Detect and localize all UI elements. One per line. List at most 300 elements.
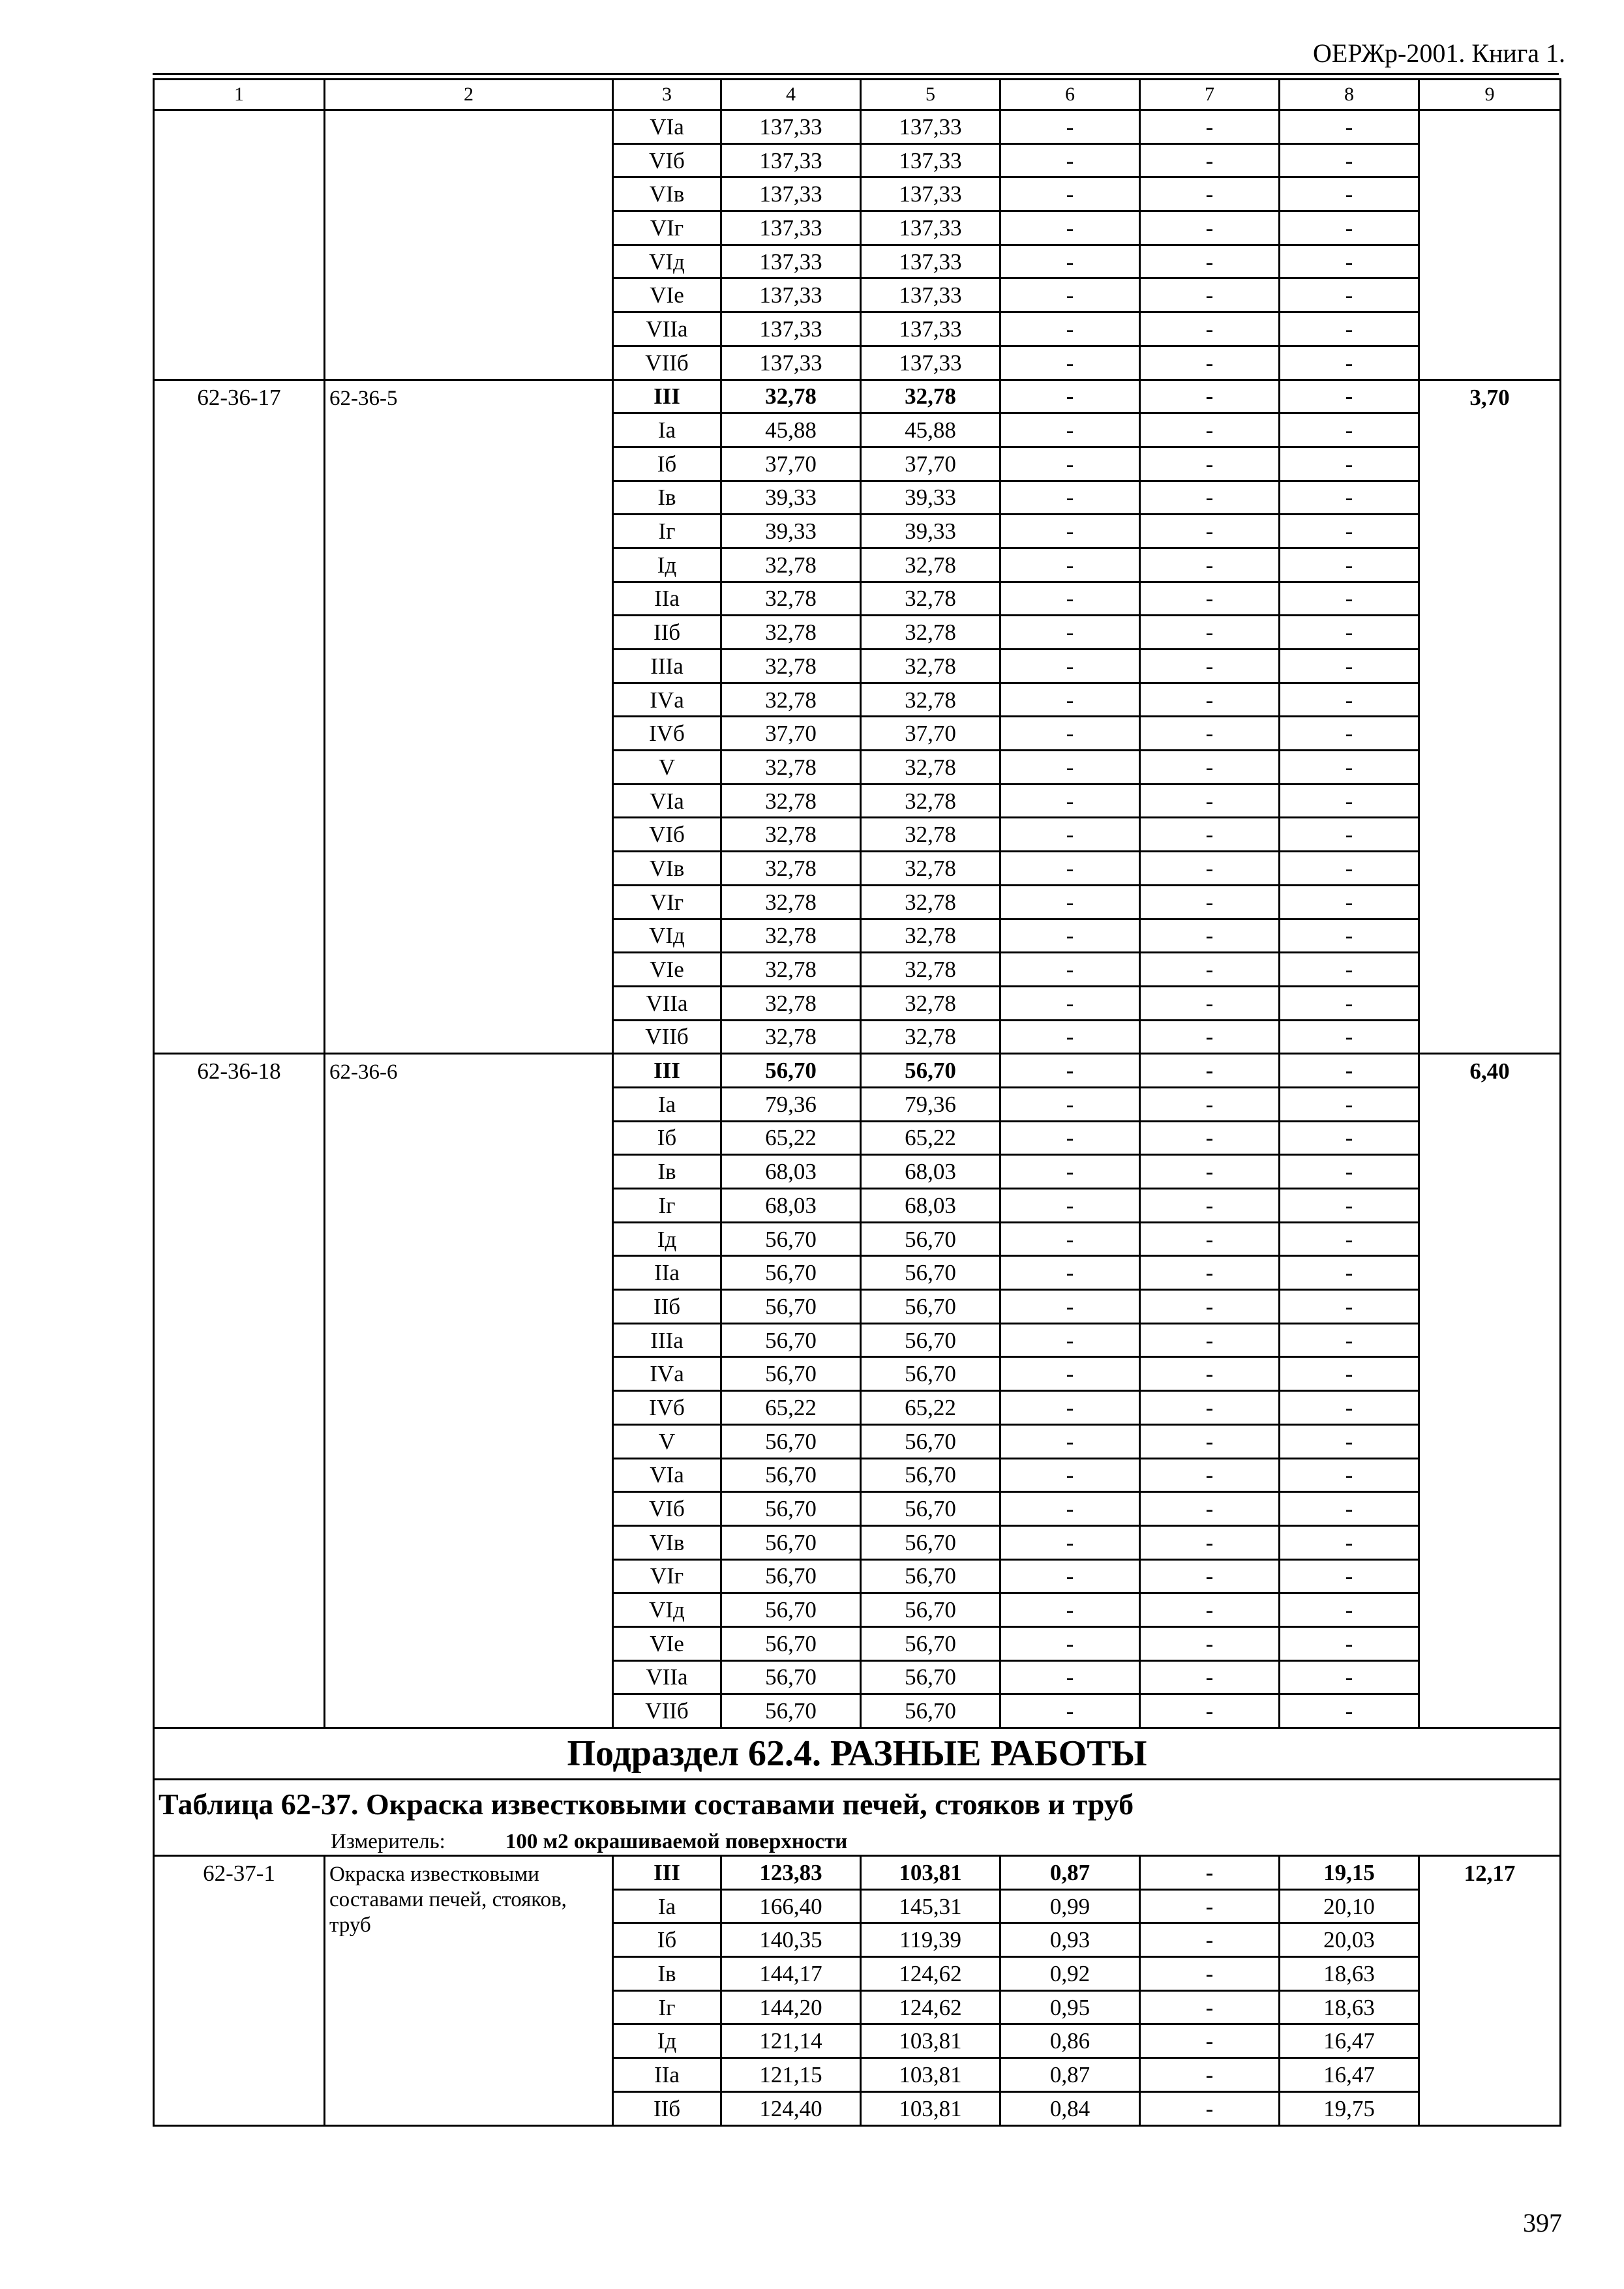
value-cell: - [1280, 211, 1419, 245]
value-cell: 137,33 [861, 177, 1000, 211]
value-cell: 32,78 [721, 953, 861, 987]
value-cell: - [1280, 312, 1419, 346]
zone-cell: VIа [613, 110, 721, 144]
column-number: 7 [1140, 80, 1280, 110]
value-cell: - [1280, 278, 1419, 312]
value-cell: - [1140, 380, 1280, 413]
value-cell: - [1140, 1923, 1280, 1957]
column9-cell: 3,70 [1419, 380, 1561, 1054]
value-cell: 140,35 [721, 1923, 861, 1957]
rate-code-cell: 62-37-1 [154, 1856, 325, 2126]
value-cell: - [1280, 380, 1419, 413]
rate-code-cell [154, 110, 325, 380]
value-cell: - [1140, 2091, 1280, 2125]
value-cell: - [1140, 1957, 1280, 1991]
value-cell: 56,70 [861, 1290, 1000, 1324]
value-cell: - [1140, 1694, 1280, 1728]
value-cell: - [1140, 953, 1280, 987]
zone-cell: VIг [613, 211, 721, 245]
value-cell: - [1280, 1121, 1419, 1155]
value-cell: - [1280, 953, 1419, 987]
value-cell: 16,47 [1280, 2024, 1419, 2058]
zone-cell: IVб [613, 717, 721, 751]
column9-cell: 6,40 [1419, 1054, 1561, 1728]
value-cell: - [1280, 1660, 1419, 1694]
value-cell: 65,22 [861, 1391, 1000, 1425]
value-cell: - [1280, 1020, 1419, 1054]
value-cell: - [1140, 177, 1280, 211]
value-cell: 137,33 [721, 312, 861, 346]
value-cell: 20,10 [1280, 1889, 1419, 1923]
value-cell: 56,70 [721, 1424, 861, 1458]
value-cell: 32,78 [861, 616, 1000, 650]
zone-cell: VIв [613, 852, 721, 886]
value-cell: - [1140, 1087, 1280, 1121]
zone-cell: VIе [613, 278, 721, 312]
value-cell: - [1000, 1020, 1140, 1054]
value-cell: - [1140, 1290, 1280, 1324]
value-cell: - [1280, 413, 1419, 447]
value-cell: - [1280, 1323, 1419, 1357]
value-cell: 32,78 [721, 683, 861, 717]
value-cell: - [1280, 548, 1419, 582]
value-cell: - [1280, 1458, 1419, 1492]
value-cell: - [1000, 582, 1140, 616]
value-cell: - [1280, 1694, 1419, 1728]
zone-cell: Iд [613, 548, 721, 582]
value-cell: - [1280, 582, 1419, 616]
measure-label: Измеритель: [331, 1829, 445, 1853]
value-cell: - [1000, 1593, 1140, 1627]
measure-value: 100 м2 окрашиваемой поверхности [505, 1829, 848, 1853]
value-cell: - [1140, 1323, 1280, 1357]
work-name-cell: Окраска известковыми составами печей, стояков, труб [325, 1856, 613, 2126]
value-cell: - [1280, 818, 1419, 852]
value-cell: 123,83 [721, 1856, 861, 1890]
value-cell: - [1140, 211, 1280, 245]
value-cell: 56,70 [721, 1222, 861, 1256]
value-cell: - [1140, 447, 1280, 481]
value-cell: 32,78 [721, 885, 861, 919]
zone-cell: IVб [613, 1391, 721, 1425]
value-cell: 79,36 [861, 1087, 1000, 1121]
zone-cell: III [613, 380, 721, 413]
value-cell: - [1280, 885, 1419, 919]
value-cell: 145,31 [861, 1889, 1000, 1923]
value-cell: 137,33 [721, 110, 861, 144]
zone-cell: Iд [613, 1222, 721, 1256]
value-cell: - [1000, 1087, 1140, 1121]
value-cell: 32,78 [861, 548, 1000, 582]
zone-cell: IVа [613, 1357, 721, 1391]
value-cell: 137,33 [861, 346, 1000, 380]
zone-cell: III [613, 1856, 721, 1890]
value-cell: - [1000, 413, 1140, 447]
value-cell: - [1280, 1087, 1419, 1121]
value-cell: 45,88 [861, 413, 1000, 447]
zone-cell: Iв [613, 1155, 721, 1189]
value-cell: - [1140, 2058, 1280, 2092]
value-cell: 39,33 [861, 515, 1000, 548]
zone-cell: IIа [613, 582, 721, 616]
value-cell: 65,22 [861, 1121, 1000, 1155]
value-cell: - [1140, 1222, 1280, 1256]
value-cell: - [1000, 1525, 1140, 1559]
value-cell: - [1140, 1660, 1280, 1694]
value-cell: - [1140, 1559, 1280, 1593]
value-cell: - [1000, 346, 1140, 380]
zone-cell: IIб [613, 1290, 721, 1324]
value-cell: - [1000, 1290, 1140, 1324]
value-cell: 32,78 [861, 650, 1000, 683]
value-cell: 39,33 [861, 481, 1000, 515]
value-cell: 137,33 [861, 110, 1000, 144]
value-cell: - [1140, 582, 1280, 616]
zone-cell: VIIб [613, 1020, 721, 1054]
value-cell: - [1000, 1121, 1140, 1155]
value-cell: - [1000, 717, 1140, 751]
table-row [154, 380, 1561, 413]
zone-cell: VIб [613, 143, 721, 177]
value-cell: 137,33 [721, 211, 861, 245]
value-cell: 0,86 [1000, 2024, 1140, 2058]
value-cell: - [1140, 1020, 1280, 1054]
value-cell: 103,81 [861, 2091, 1000, 2125]
value-cell: 0,93 [1000, 1923, 1140, 1957]
value-cell: 56,70 [861, 1660, 1000, 1694]
value-cell: 32,78 [861, 380, 1000, 413]
value-cell: 56,70 [721, 1256, 861, 1290]
value-cell: 19,15 [1280, 1856, 1419, 1890]
value-cell: - [1000, 1222, 1140, 1256]
value-cell: 0,99 [1000, 1889, 1140, 1923]
zone-cell: IIб [613, 616, 721, 650]
column9-cell [1419, 110, 1561, 380]
value-cell: 56,70 [721, 1357, 861, 1391]
value-cell: - [1140, 2024, 1280, 2058]
value-cell: 37,70 [721, 717, 861, 751]
value-cell: 56,70 [861, 1054, 1000, 1088]
zone-cell: Iа [613, 1889, 721, 1923]
value-cell: - [1140, 1357, 1280, 1391]
value-cell: 137,33 [721, 245, 861, 278]
value-cell: - [1140, 852, 1280, 886]
value-cell: - [1000, 986, 1140, 1020]
value-cell: 56,70 [721, 1525, 861, 1559]
column-number: 6 [1000, 80, 1140, 110]
value-cell: - [1000, 143, 1140, 177]
value-cell: 137,33 [721, 346, 861, 380]
zone-cell: Iв [613, 1957, 721, 1991]
zone-cell: Iг [613, 1189, 721, 1223]
value-cell: 56,70 [861, 1559, 1000, 1593]
value-cell: - [1140, 818, 1280, 852]
document-header-title: ОЕРЖр-2001. Книга 1. [1313, 38, 1565, 68]
value-cell: 68,03 [721, 1189, 861, 1223]
value-cell: - [1140, 885, 1280, 919]
value-cell: 32,78 [861, 582, 1000, 616]
value-cell: - [1140, 650, 1280, 683]
value-cell: - [1140, 683, 1280, 717]
value-cell: - [1280, 143, 1419, 177]
value-cell: 56,70 [721, 1660, 861, 1694]
value-cell: 32,78 [721, 548, 861, 582]
subsection-heading: Подраздел 62.4. РАЗНЫЕ РАБОТЫ [154, 1728, 1561, 1780]
zone-cell: VIв [613, 1525, 721, 1559]
table-caption-row [154, 1780, 1561, 1829]
value-cell: 65,22 [721, 1121, 861, 1155]
value-cell: - [1000, 481, 1140, 515]
value-cell: - [1140, 1458, 1280, 1492]
value-cell: 32,78 [721, 751, 861, 785]
value-cell: - [1000, 683, 1140, 717]
value-cell: - [1140, 1155, 1280, 1189]
value-cell: 137,33 [721, 278, 861, 312]
value-cell: - [1280, 1424, 1419, 1458]
value-cell: - [1280, 481, 1419, 515]
zone-cell: Iб [613, 447, 721, 481]
header-rule [153, 73, 1559, 75]
work-name-cell [325, 110, 613, 380]
value-cell: - [1140, 1990, 1280, 2024]
value-cell: - [1140, 784, 1280, 818]
value-cell: 56,70 [721, 1694, 861, 1728]
value-cell: 56,70 [861, 1525, 1000, 1559]
value-cell: - [1000, 1054, 1140, 1088]
value-cell: - [1140, 413, 1280, 447]
value-cell: - [1140, 1121, 1280, 1155]
value-cell: 56,70 [861, 1593, 1000, 1627]
value-cell: 32,78 [861, 852, 1000, 886]
value-cell: 65,22 [721, 1391, 861, 1425]
value-cell: - [1140, 1856, 1280, 1890]
value-cell: - [1140, 1256, 1280, 1290]
value-cell: - [1000, 1189, 1140, 1223]
zone-cell: VIе [613, 1626, 721, 1660]
value-cell: - [1280, 1290, 1419, 1324]
value-cell: 18,63 [1280, 1957, 1419, 1991]
value-cell: - [1280, 1256, 1419, 1290]
zone-cell: Iг [613, 1990, 721, 2024]
value-cell: 56,70 [861, 1458, 1000, 1492]
page-number: 397 [1523, 2208, 1562, 2237]
value-cell: - [1280, 1054, 1419, 1088]
value-cell: 0,87 [1000, 1856, 1140, 1890]
value-cell: 124,40 [721, 2091, 861, 2125]
value-cell: - [1000, 650, 1140, 683]
value-cell: 0,84 [1000, 2091, 1140, 2125]
value-cell: 56,70 [861, 1323, 1000, 1357]
value-cell: - [1280, 1189, 1419, 1223]
measure-cell [154, 1829, 1561, 1856]
rates-table [153, 78, 1561, 2127]
value-cell: 56,70 [721, 1559, 861, 1593]
value-cell: - [1000, 380, 1140, 413]
value-cell: 32,78 [861, 818, 1000, 852]
value-cell: 32,78 [861, 1020, 1000, 1054]
value-cell: 37,70 [861, 447, 1000, 481]
value-cell: - [1000, 548, 1140, 582]
value-cell: 32,78 [861, 953, 1000, 987]
zone-cell: IVа [613, 683, 721, 717]
value-cell: 56,70 [861, 1222, 1000, 1256]
value-cell: - [1000, 919, 1140, 953]
value-cell: - [1280, 1222, 1419, 1256]
subsection-row [154, 1728, 1561, 1780]
value-cell: 56,70 [721, 1593, 861, 1627]
zone-cell: VIд [613, 919, 721, 953]
value-cell: - [1280, 683, 1419, 717]
value-cell: 32,78 [721, 380, 861, 413]
value-cell: - [1280, 1593, 1419, 1627]
value-cell: - [1140, 616, 1280, 650]
value-cell: 121,15 [721, 2058, 861, 2092]
value-cell: 56,70 [861, 1492, 1000, 1526]
column-number: 2 [325, 80, 613, 110]
value-cell: - [1140, 1889, 1280, 1923]
value-cell: - [1280, 717, 1419, 751]
value-cell: 166,40 [721, 1889, 861, 1923]
value-cell: 0,95 [1000, 1990, 1140, 2024]
value-cell: 39,33 [721, 481, 861, 515]
zone-cell: V [613, 1424, 721, 1458]
value-cell: 119,39 [861, 1923, 1000, 1957]
value-cell: - [1000, 1694, 1140, 1728]
value-cell: - [1140, 346, 1280, 380]
value-cell: 16,47 [1280, 2058, 1419, 2092]
table-caption: Таблица 62-37. Окраска известковыми составами печей, стояков и труб [154, 1780, 1561, 1829]
value-cell: 56,70 [861, 1256, 1000, 1290]
value-cell: 103,81 [861, 1856, 1000, 1890]
value-cell: 37,70 [861, 717, 1000, 751]
value-cell: 103,81 [861, 2024, 1000, 2058]
value-cell: 56,70 [721, 1290, 861, 1324]
value-cell: 79,36 [721, 1087, 861, 1121]
zone-cell: IIб [613, 2091, 721, 2125]
value-cell: - [1280, 1492, 1419, 1526]
value-cell: - [1000, 1492, 1140, 1526]
value-cell: - [1280, 110, 1419, 144]
value-cell: - [1000, 177, 1140, 211]
zone-cell: Iб [613, 1121, 721, 1155]
work-name-cell: 62-36-6 [325, 1054, 613, 1728]
value-cell: - [1140, 481, 1280, 515]
value-cell: - [1280, 1357, 1419, 1391]
zone-cell: IIIа [613, 650, 721, 683]
value-cell: 137,33 [721, 177, 861, 211]
zone-cell: VIа [613, 784, 721, 818]
value-cell: - [1280, 447, 1419, 481]
value-cell: - [1000, 852, 1140, 886]
value-cell: 0,92 [1000, 1957, 1140, 1991]
value-cell: 39,33 [721, 515, 861, 548]
value-cell: 121,14 [721, 2024, 861, 2058]
value-cell: 32,78 [861, 986, 1000, 1020]
value-cell: - [1000, 1458, 1140, 1492]
value-cell: - [1140, 986, 1280, 1020]
value-cell: - [1280, 650, 1419, 683]
value-cell: - [1280, 1525, 1419, 1559]
value-cell: - [1280, 616, 1419, 650]
value-cell: - [1000, 885, 1140, 919]
value-cell: 137,33 [861, 278, 1000, 312]
value-cell: - [1140, 143, 1280, 177]
value-cell: - [1000, 616, 1140, 650]
value-cell: - [1000, 1323, 1140, 1357]
value-cell: - [1140, 919, 1280, 953]
value-cell: 137,33 [861, 211, 1000, 245]
zone-cell: VIб [613, 818, 721, 852]
value-cell: 32,78 [721, 986, 861, 1020]
value-cell: - [1280, 1155, 1419, 1189]
value-cell: - [1000, 953, 1140, 987]
value-cell: 32,78 [721, 1020, 861, 1054]
value-cell: - [1140, 245, 1280, 278]
value-cell: - [1140, 1593, 1280, 1627]
zone-cell: Iа [613, 413, 721, 447]
table-row [154, 110, 1561, 144]
value-cell: 32,78 [861, 919, 1000, 953]
value-cell: 137,33 [861, 312, 1000, 346]
value-cell: 32,78 [721, 818, 861, 852]
value-cell: - [1000, 447, 1140, 481]
value-cell: - [1280, 1559, 1419, 1593]
value-cell: - [1000, 1626, 1140, 1660]
zone-cell: Iб [613, 1923, 721, 1957]
value-cell: 137,33 [721, 143, 861, 177]
zone-cell: VIIб [613, 346, 721, 380]
value-cell: 144,20 [721, 1990, 861, 2024]
value-cell: 56,70 [861, 1424, 1000, 1458]
value-cell: - [1000, 1256, 1140, 1290]
value-cell: 32,78 [721, 784, 861, 818]
value-cell: - [1000, 1155, 1140, 1189]
column9-cell: 12,17 [1419, 1856, 1561, 2126]
zone-cell: Iа [613, 1087, 721, 1121]
zone-cell: VIIа [613, 312, 721, 346]
value-cell: - [1280, 919, 1419, 953]
table-row [154, 1054, 1561, 1088]
column-number: 4 [721, 80, 861, 110]
value-cell: 56,70 [721, 1626, 861, 1660]
zone-cell: VIб [613, 1492, 721, 1526]
value-cell: - [1000, 110, 1140, 144]
value-cell: 32,78 [721, 919, 861, 953]
value-cell: - [1000, 211, 1140, 245]
value-cell: - [1000, 751, 1140, 785]
zone-cell: IIа [613, 1256, 721, 1290]
zone-cell: VIе [613, 953, 721, 987]
value-cell: 19,75 [1280, 2091, 1419, 2125]
value-cell: 32,78 [721, 650, 861, 683]
value-cell: - [1000, 818, 1140, 852]
zone-cell: VIд [613, 245, 721, 278]
work-name-cell: 62-36-5 [325, 380, 613, 1054]
value-cell: 56,70 [721, 1054, 861, 1088]
value-cell: 144,17 [721, 1957, 861, 1991]
value-cell: - [1280, 751, 1419, 785]
column-number: 9 [1419, 80, 1561, 110]
value-cell: - [1000, 1660, 1140, 1694]
value-cell: - [1280, 1626, 1419, 1660]
rate-code-cell: 62-36-17 [154, 380, 325, 1054]
value-cell: 18,63 [1280, 1990, 1419, 2024]
value-cell: - [1140, 751, 1280, 785]
value-cell: 68,03 [861, 1155, 1000, 1189]
value-cell: - [1140, 1054, 1280, 1088]
zone-cell: VIг [613, 885, 721, 919]
value-cell: 20,03 [1280, 1923, 1419, 1957]
